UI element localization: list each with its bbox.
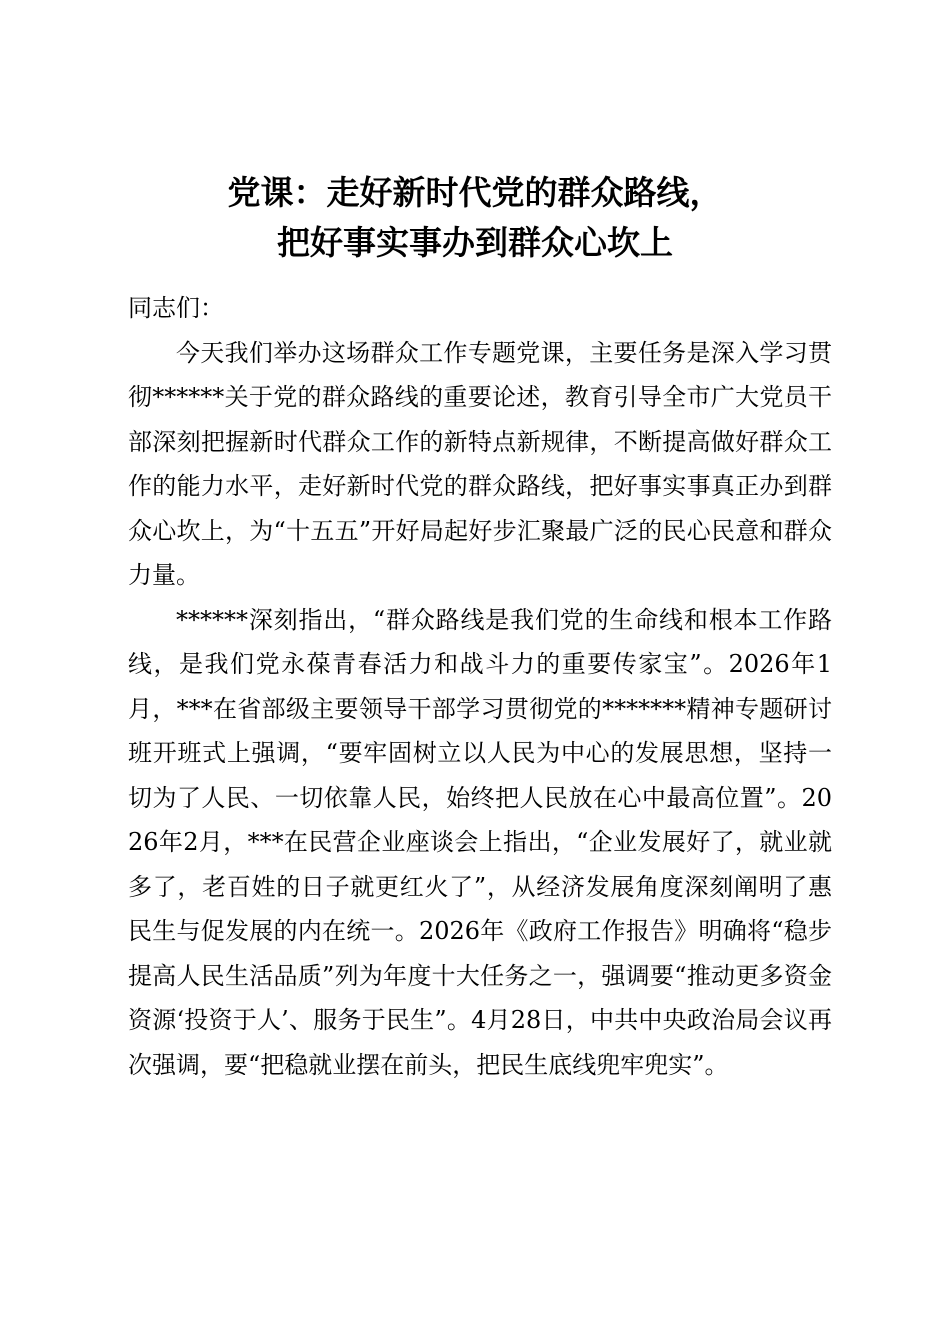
salutation: 同志们： — [128, 294, 224, 322]
paragraph-1: 今天我们举办这场群众工作专题党课，主要任务是深入学习贯彻******关于党的群众路线的重要论述，教育引导全市广大党员干部深刻把握新时代群众工作的新特点新规律，不断提高做好群众工作的能力水平，走好新时代党的群众路线，把好事实事真正办到群众心坎上，为“十五五”开好局起好步汇聚最广泛的民心民意和群众力量。 — [128, 338, 832, 589]
document-body — [128, 286, 832, 1087]
document-title — [0, 168, 950, 268]
paragraph-2: ******深刻指出，“群众路线是我们党的生命线和根本工作路线，是我们党永葆青春活力和战斗力的重要传家宝”。2026年1月，***在省部级主要领导干部学习贯彻党的*******精神专题研讨班开班式上强调，“要牢固树立以人民为中心的发展思想，坚持一切为了人民、一切依靠人民，始终把人民放在心中最高位置”。2026年2月，***在民营企业座谈会上指出，“企业发展好了，就业就多了，老百姓的日子就更红火了”，从经济发展角度深刻阐明了惠民生与促发展的内在统一。2026年《政府工作报告》明确将“稳步提高人民生活品质”列为年度十大任务之一，强调要“推动更多资金资源‘投资于人’、服务于民生”。4月28日，中共中央政治局会议再次强调，要“把稳就业摆在前头，把民生底线兜牢兜实”。 — [128, 605, 832, 1079]
title-line-2: 把好事实事办到群众心坎上 — [277, 223, 673, 262]
title-line-1: 党课：走好新时代党的群众路线， — [227, 173, 723, 212]
